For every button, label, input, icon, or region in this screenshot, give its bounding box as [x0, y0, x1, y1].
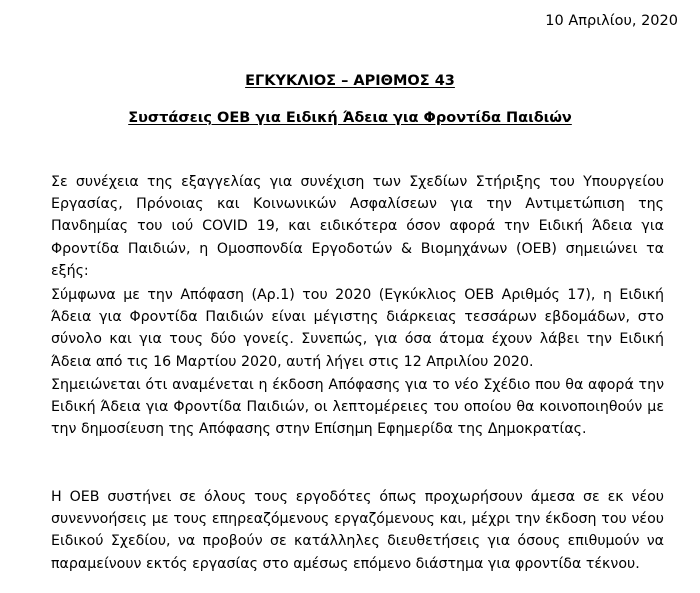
- paragraph-leave-duration: Σύμφωνα με την Απόφαση (Αρ.1) του 2020 (Εγκύκλιος ΟΕΒ Αριθμός 17), η Ειδική Άδεια για Φροντίδα Παιδιών είναι μέγιστης διάρκειας τεσσάρων εβδομάδων, στο σύνολο και για τους δύο γονείς. Συνεπώς, για όσα άτομα έχουν λάβει την Ειδική Άδεια από τις 16 Μαρτίου 2020, αυτή λήγει στις 12 Απριλίου 2020.: [51, 287, 664, 370]
- circular-title: ΕΓΚΥΚΛΙΟΣ – ΑΡΙΘΜΟΣ 43: [245, 73, 455, 89]
- paragraph-new-scheme: Σημειώνεται ότι αναμένεται η έκδοση Απόφασης για το νέο Σχέδιο που θα αφορά την Ειδική Άδεια για Φροντίδα Παιδιών, οι λεπτομέρειες του οποίου θα κοινοποιηθούν με την δημοσίευση της Απόφασης στην Επίσημη Εφημερίδα της Δημοκρατίας.: [51, 377, 664, 438]
- paragraph-recommendation: Η ΟΕΒ συστήνει σε όλους τους εργοδότες όπως προχωρήσουν άμεσα σε εκ νέου συνεννοήσεις με τους επηρεαζόμενους εργαζόμενους και, μέχρι την έκδοση του νέου Ειδικού Σχεδίου, να προβούν σε κατάλληλες διευθετήσεις για όσους επιθυμούν να παραμείνουν εκτός εργασίας στο αμέσως επόμενο διάστημα για φροντίδα τέκνου.: [51, 489, 664, 572]
- circular-subject: Συστάσεις ΟΕΒ για Ειδική Άδεια για Φροντίδα Παιδιών: [128, 110, 572, 126]
- document-date: 10 Απριλίου, 2020: [545, 13, 678, 29]
- paragraph-intro: Σε συνέχεια της εξαγγελίας για συνέχιση των Σχεδίων Στήριξης του Υπουργείου Εργασίας, Πρόνοιας και Κοινωνικών Ασφαλίσεων για την Αντιμετώπιση της Πανδημίας του ιού COVID 19, και ειδικότερα όσον αφορά την Ειδική Άδεια για Φροντίδα Παιδιών, η Ομοσπονδία Εργοδοτών & Βιομηχάνων (ΟΕΒ) σημειώνει τα εξής:: [51, 174, 664, 279]
